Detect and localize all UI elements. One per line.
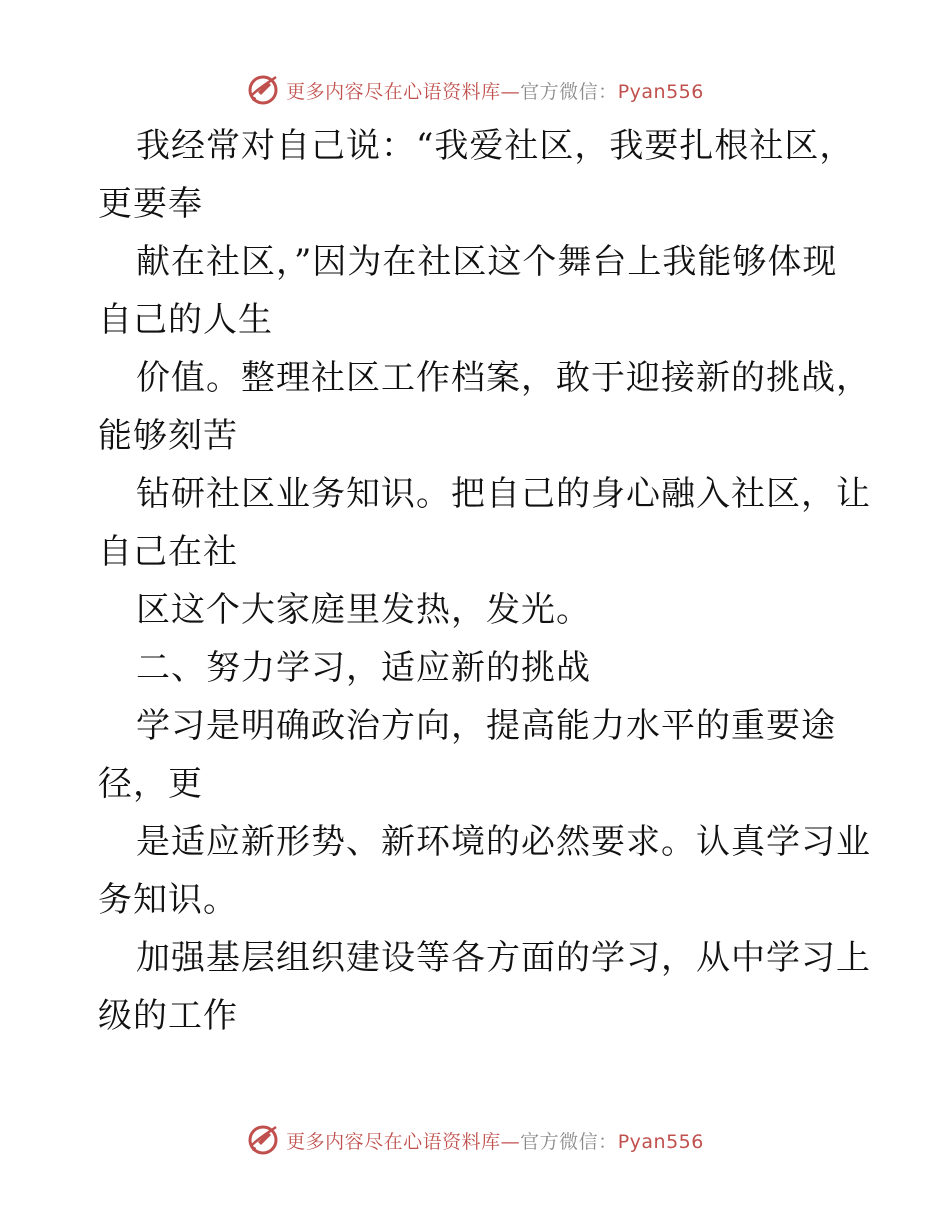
body-line: 级的工作 [98, 996, 238, 1036]
body-line: 更要奉 [98, 184, 203, 224]
footer-site-text: 更多内容尽在心语资料库 [286, 1130, 501, 1153]
body-line: 献在社区，”因为在社区这个舞台上我能够体现 [136, 242, 838, 282]
footer-dash: — [500, 1130, 521, 1153]
header-wechat-id: Pyan556 [617, 80, 704, 103]
footer-wechat-id: Pyan556 [617, 1130, 704, 1153]
header-separator: ： [598, 80, 618, 103]
body-line: 务知识。 [98, 880, 238, 920]
document-body [98, 117, 871, 1045]
body-line: 是适应新形势、新环境的必然要求。认真学习业 [136, 822, 871, 862]
header-dash: — [500, 80, 521, 103]
pen-nib-logo-icon [246, 1123, 280, 1157]
body-line: 能够刻苦 [98, 416, 238, 456]
body-line: 区这个大家庭里发热，发光。 [136, 590, 591, 630]
header-site-text: 更多内容尽在心语资料库 [286, 80, 501, 103]
body-line: 径，更 [98, 764, 203, 804]
body-line: 加强基层组织建设等各方面的学习，从中学习上 [136, 938, 871, 978]
body-line: 价值。整理社区工作档案，敢于迎接新的挑战， [136, 358, 871, 398]
footer-text [286, 1127, 704, 1154]
header-wechat-label: 官方微信 [520, 80, 599, 103]
body-line: 我经常对自己说：“我爱社区，我要扎根社区， [136, 126, 855, 166]
header-watermark [0, 70, 950, 110]
section-heading: 二、努力学习，适应新的挑战 [136, 648, 591, 688]
body-line: 学习是明确政治方向，提高能力水平的重要途 [136, 706, 836, 746]
footer-watermark [0, 1120, 950, 1160]
body-line: 自己的人生 [98, 300, 273, 340]
footer-separator: ： [598, 1130, 618, 1153]
header-text [286, 77, 704, 104]
body-line: 自己在社 [98, 532, 238, 572]
footer-wechat-label: 官方微信 [520, 1130, 599, 1153]
body-line: 钻研社区业务知识。把自己的身心融入社区，让 [136, 474, 871, 514]
pen-nib-logo-icon [246, 73, 280, 107]
